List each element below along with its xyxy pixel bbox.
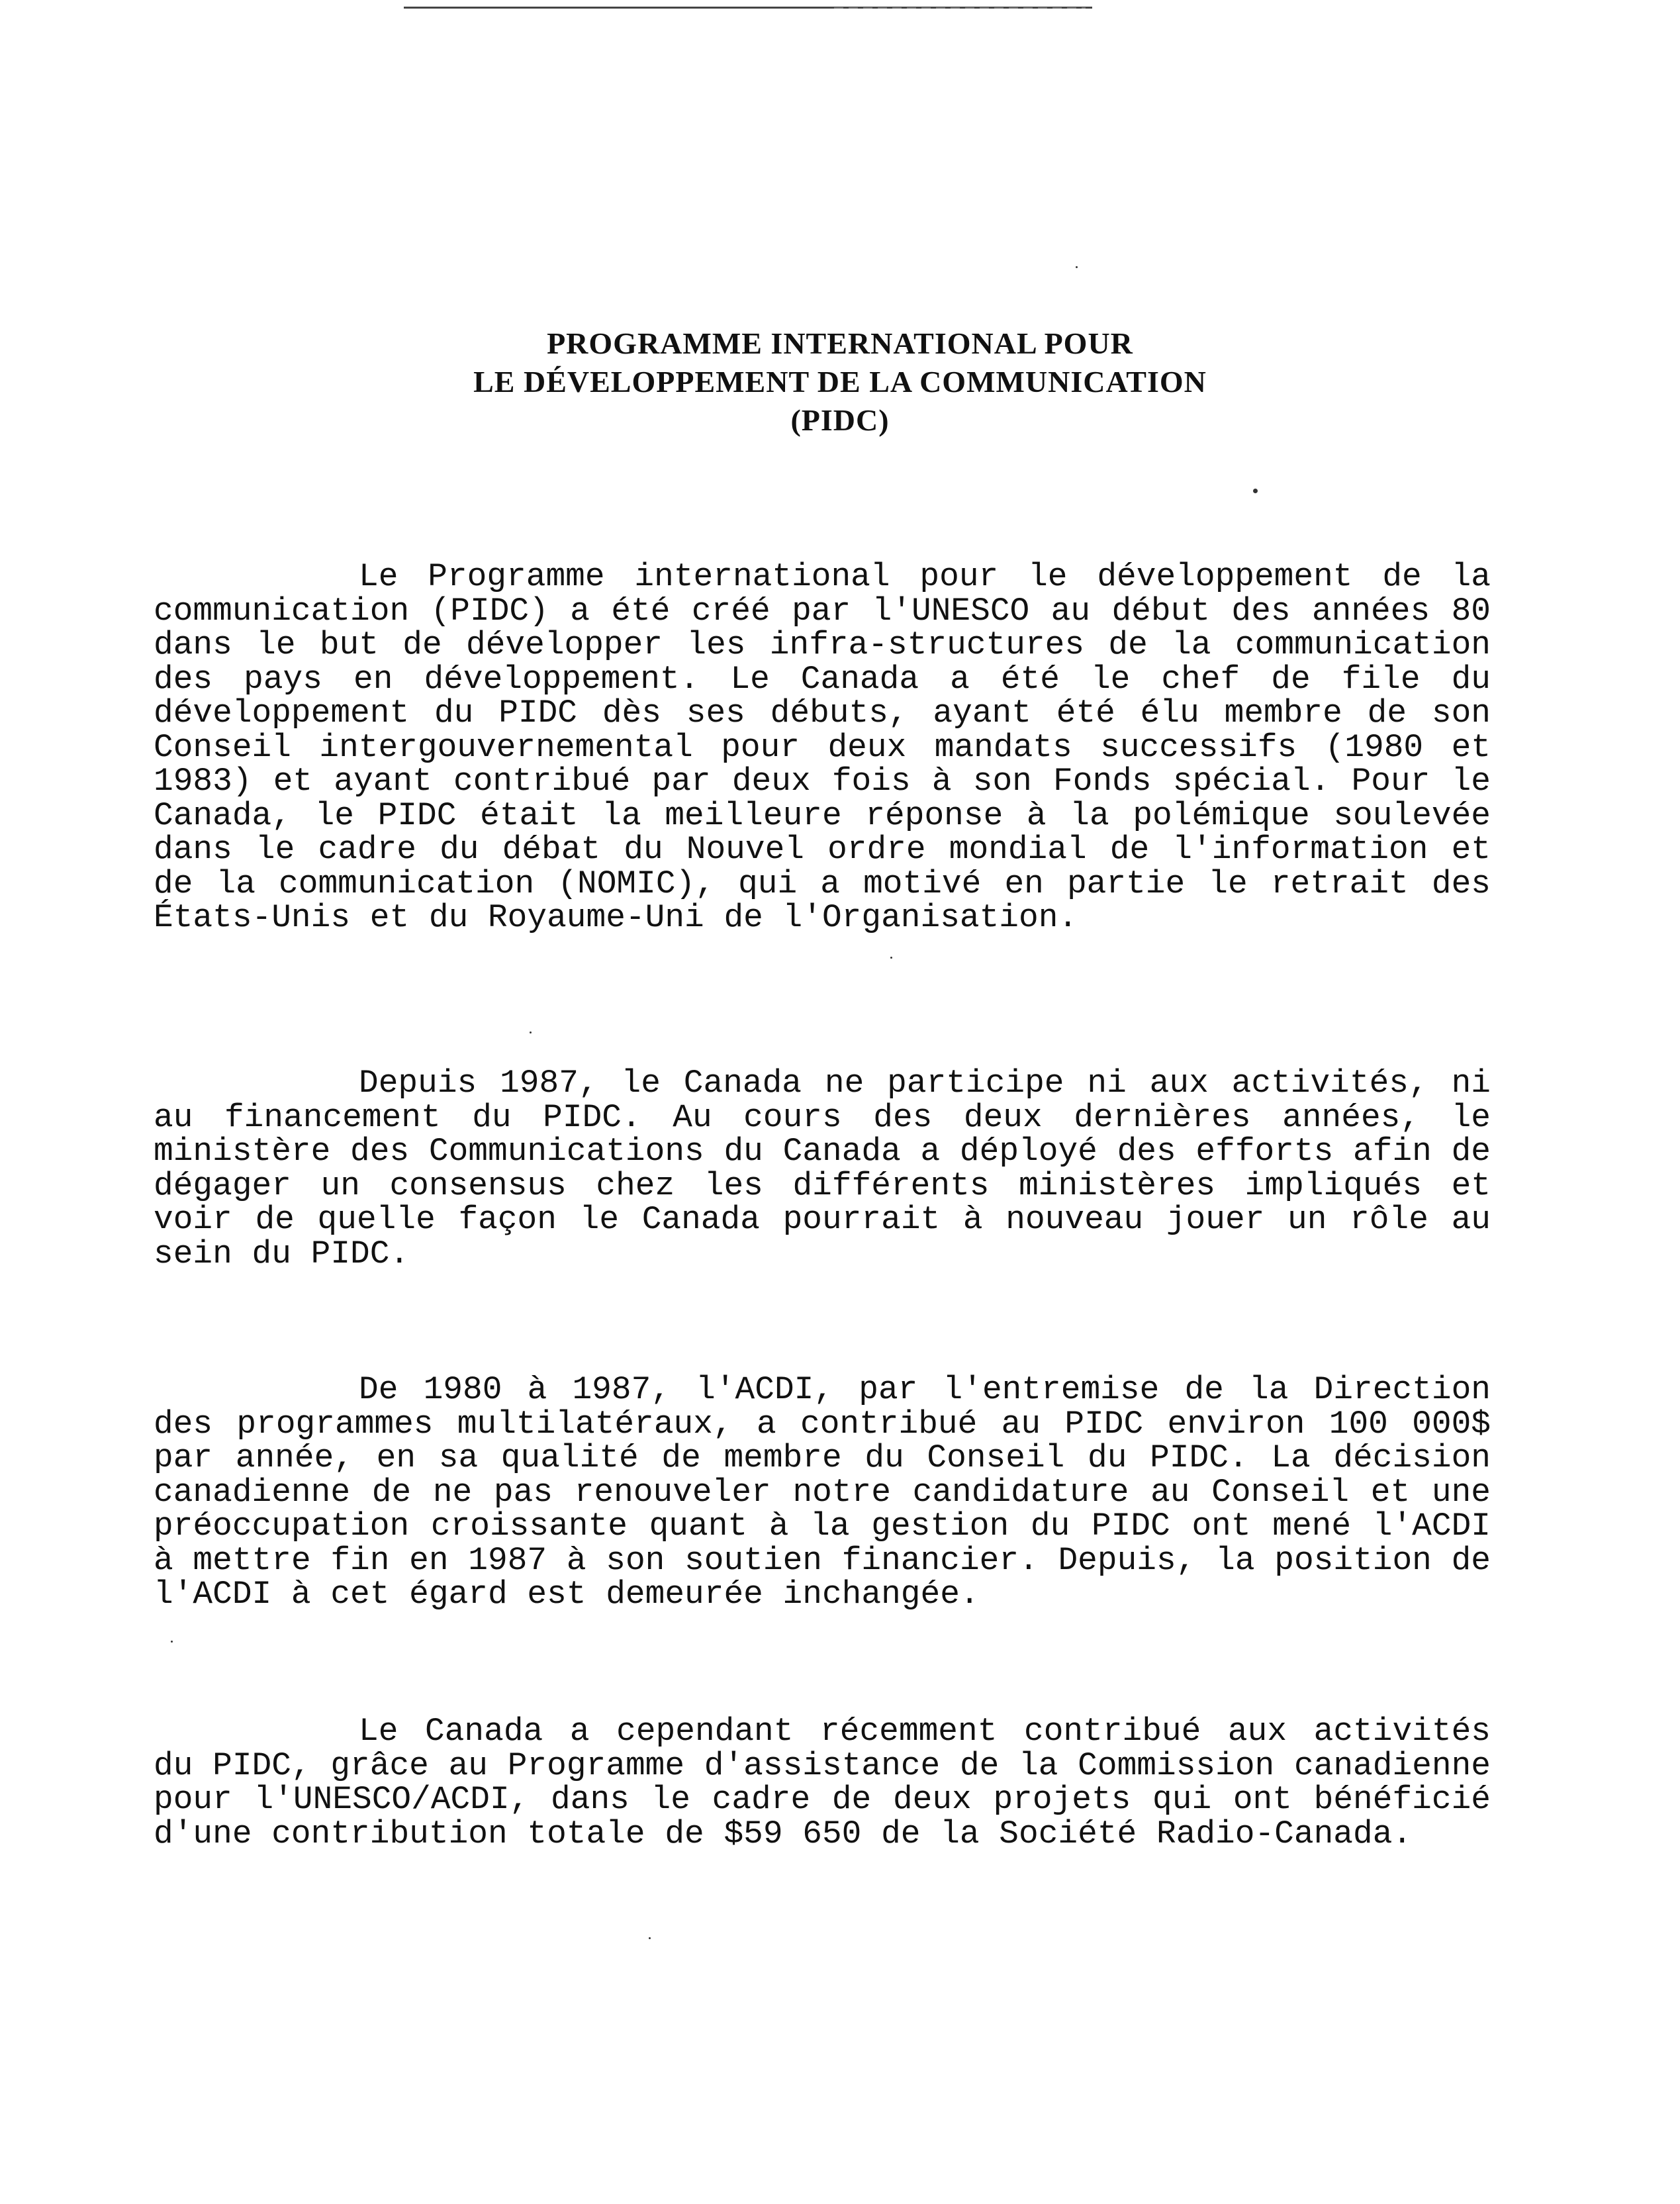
paragraph-4-block xyxy=(154,1715,1491,1851)
scan-speck xyxy=(890,957,892,959)
scan-speck xyxy=(171,1641,173,1643)
document-title xyxy=(0,324,1680,440)
top-scan-rule-dashed xyxy=(834,7,1086,9)
paragraph-1: Le Programme international pour le développement de la communication (PIDC) a été créé par l'UNESCO au début des années 80 dans le but de développer les infra-structures de la communication des pays en développement. Le Canada a été le chef de file du développement du PIDC dès ses débuts, ayant été élu membre de son Conseil intergouvernemental pour deux mandats successifs (1980 et 1983) et ayant contribué par deux fois à son Fonds spécial. Pour le Canada, le PIDC était la meilleure réponse à la polémique soulevée dans le cadre du débat du Nouvel ordre mondial de l'information et de la communication (NOMIC), qui a motivé en partie le retrait des États-Unis et du Royaume-Uni de l'Organisation. xyxy=(154,558,1491,936)
paragraph-3: De 1980 à 1987, l'ACDI, par l'entremise de la Direction des programmes multilatéraux, a contribué au PIDC environ 100 000$ par année, en sa qualité de membre du Conseil du PIDC. La décision canadienne de ne pas renouveler notre candidature au Conseil et une préoccupation croissante quant à la gestion du PIDC ont mené l'ACDI à mettre fin en 1987 à son soutien financier. Depuis, la position de l'ACDI à cet égard est demeurée inchangée. xyxy=(154,1371,1491,1613)
title-line-2: LE DÉVELOPPEMENT DE LA COMMUNICATION xyxy=(473,365,1207,399)
paragraph-3-block xyxy=(154,1373,1491,1612)
paragraph-2: Depuis 1987, le Canada ne participe ni aux activités, ni au financement du PIDC. Au cours des deux dernières années, le ministère des Communications du Canada a déployé des efforts afin de dégager un consensus chez les différents ministères impliqués et voir de quelle façon le Canada pourrait à nouveau jouer un rôle au sein du PIDC. xyxy=(154,1065,1491,1272)
scan-speck xyxy=(649,1937,651,1939)
title-line-3: (PIDC) xyxy=(790,403,890,437)
scan-speck xyxy=(530,1031,532,1033)
paragraph-1-block xyxy=(154,560,1491,935)
paragraph-4: Le Canada a cependant récemment contribué aux activités du PIDC, grâce au Programme d'assistance de la Commission canadienne pour l'UNESCO/ACDI, dans le cadre de deux projets qui ont bénéficié d'une contribution totale de $59 650 de la Société Radio-Canada. xyxy=(154,1713,1491,1852)
title-line-1: PROGRAMME INTERNATIONAL POUR xyxy=(547,326,1133,360)
scan-speck xyxy=(1253,489,1258,493)
paragraph-2-block xyxy=(154,1067,1491,1271)
scan-speck xyxy=(1076,266,1078,268)
